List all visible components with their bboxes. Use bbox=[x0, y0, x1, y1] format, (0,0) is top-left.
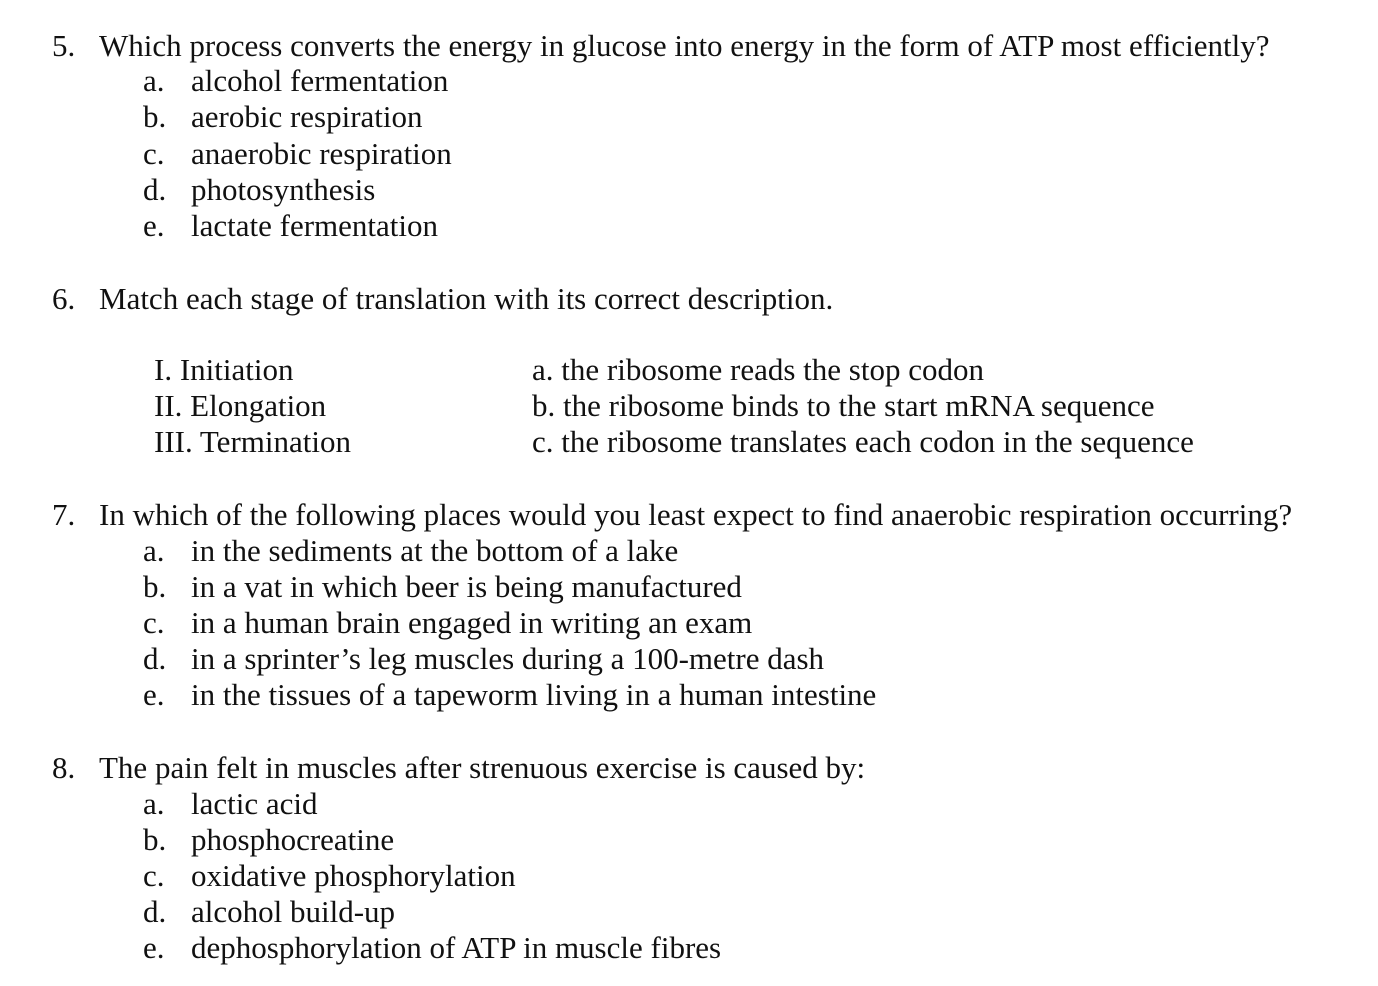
option-letter: c. bbox=[143, 136, 165, 171]
question-text: In which of the following places would you least expect to find anaerobic respiration occurring? bbox=[99, 497, 1293, 532]
option-letter: d. bbox=[143, 894, 167, 929]
option-text: lactic acid bbox=[191, 786, 318, 821]
option-letter: b. bbox=[143, 99, 167, 134]
question-number: 5. bbox=[52, 28, 76, 63]
option-letter: a. bbox=[143, 786, 165, 821]
option-text: in a vat in which beer is being manufactured bbox=[191, 569, 742, 604]
match-description: c. the ribosome translates each codon in the sequence bbox=[532, 424, 1194, 459]
option-text: aerobic respiration bbox=[191, 99, 423, 134]
option-letter: b. bbox=[143, 822, 167, 857]
option-text: alcohol build-up bbox=[191, 894, 396, 929]
question-text: The pain felt in muscles after strenuous exercise is caused by: bbox=[99, 750, 866, 785]
option-text: in the sediments at the bottom of a lake bbox=[191, 533, 679, 568]
option-letter: a. bbox=[143, 63, 165, 98]
option-text: in the tissues of a tapeworm living in a human intestine bbox=[191, 677, 877, 712]
option-text: anaerobic respiration bbox=[191, 136, 452, 171]
option-letter: c. bbox=[143, 858, 165, 893]
option-letter: a. bbox=[143, 533, 165, 568]
question-text: Which process converts the energy in glucose into energy in the form of ATP most efficiently? bbox=[99, 28, 1270, 63]
option-text: in a sprinter’s leg muscles during a 100-metre dash bbox=[191, 641, 825, 676]
match-stage: I. Initiation bbox=[154, 352, 294, 387]
question-number: 6. bbox=[52, 281, 76, 316]
option-letter: e. bbox=[143, 677, 165, 712]
question-text: Match each stage of translation with its correct description. bbox=[99, 281, 834, 316]
match-stage: II. Elongation bbox=[154, 388, 327, 423]
match-description: a. the ribosome reads the stop codon bbox=[532, 352, 984, 387]
option-letter: d. bbox=[143, 172, 167, 207]
question-number: 8. bbox=[52, 750, 76, 785]
option-letter: e. bbox=[143, 930, 165, 965]
option-letter: c. bbox=[143, 605, 165, 640]
option-text: lactate fermentation bbox=[191, 208, 439, 243]
option-text: oxidative phosphorylation bbox=[191, 858, 516, 893]
question-number: 7. bbox=[52, 497, 76, 532]
option-text: alcohol fermentation bbox=[191, 63, 449, 98]
option-text: phosphocreatine bbox=[191, 822, 395, 857]
option-letter: b. bbox=[143, 569, 167, 604]
option-text: photosynthesis bbox=[191, 172, 376, 207]
option-text: in a human brain engaged in writing an exam bbox=[191, 605, 753, 640]
option-letter: e. bbox=[143, 208, 165, 243]
match-description: b. the ribosome binds to the start mRNA sequence bbox=[532, 388, 1155, 423]
match-stage: III. Termination bbox=[154, 424, 351, 459]
option-letter: d. bbox=[143, 641, 167, 676]
option-text: dephosphorylation of ATP in muscle fibres bbox=[191, 930, 722, 965]
